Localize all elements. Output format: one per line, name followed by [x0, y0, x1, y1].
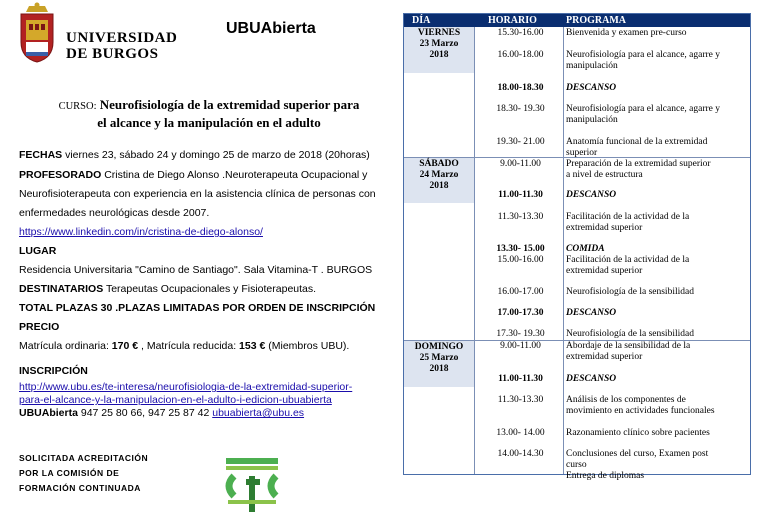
- matricula-pre: Matrícula ordinaria:: [19, 340, 112, 352]
- program-line: Abordaje de la sensibilidad de la: [566, 341, 691, 351]
- time-cell: 18.30- 19.30: [496, 104, 545, 114]
- brand-title: UBUAbierta: [226, 20, 316, 37]
- time-cell: 14.00-14.30: [497, 449, 544, 459]
- course-title: [20, 97, 398, 131]
- university-line2: DE BURGOS: [66, 46, 159, 62]
- program-line: Anatomía funcional de la extremidad: [566, 137, 708, 147]
- lugar-label: LUGAR: [19, 245, 57, 257]
- day-cell: [404, 342, 474, 375]
- program-line: movimiento en actividades funcionales: [566, 406, 715, 416]
- profesorado-label: PROFESORADO: [19, 169, 102, 181]
- program-cell: Razonamiento clínico sobre pacientes: [566, 428, 710, 438]
- linkedin-link[interactable]: https://www.linkedin.com/in/cristina-de-diego-alonso/: [19, 226, 263, 238]
- destinatarios-value: Terapeutas Ocupacionales y Fisioterapeutas.: [105, 283, 317, 295]
- course-title-line2: el alcance y la manipulación en el adulto: [97, 115, 321, 130]
- program-line: superior: [566, 148, 598, 158]
- matricula-post: (Miembros UBU).: [265, 340, 350, 352]
- time-cell: 15.00-16.00: [497, 255, 544, 265]
- time-cell: 16.00-18.00: [497, 50, 544, 60]
- program-cell: [566, 395, 749, 417]
- day-name: VIERNES: [417, 28, 461, 38]
- time-cell: 11.00-11.30: [498, 374, 543, 384]
- program-cell: [566, 255, 749, 277]
- time-cell: 11.00-11.30: [498, 190, 543, 200]
- program-line: Neurofisiología para el alcance, agarre y: [566, 50, 721, 60]
- time-cell: 18.00-18.30: [497, 83, 544, 93]
- accreditation-line2: POR LA COMISIÓN DE: [19, 468, 120, 478]
- program-line: Análisis de los componentes de: [566, 395, 686, 405]
- program-line: Facilitación de la actividad de la: [566, 255, 690, 265]
- course-title-line1: Neurofisiología de la extremidad superior para: [99, 97, 360, 112]
- column-divider: [563, 27, 564, 474]
- lugar-value: Residencia Universitaria "Camino de Santiago". Sala Vitamina-T . BURGOS: [19, 264, 373, 276]
- time-cell: 9.00-11.00: [500, 159, 541, 169]
- program-cell: [566, 50, 749, 72]
- time-cell: 9.00-11.00: [500, 341, 541, 351]
- program-cell: Neurofisiología de la sensibilidad: [566, 329, 694, 339]
- program-line: Bienvenida y examen pre-curso: [566, 28, 687, 38]
- program-cell: [566, 159, 749, 181]
- program-line: manipulación: [566, 61, 618, 71]
- day-year: 2018: [429, 50, 449, 60]
- program-line: Neurofisiología para el alcance, agarre y: [566, 104, 721, 114]
- time-cell: 13.00- 14.00: [496, 428, 545, 438]
- profesorado-value-2: Neurofisioterapeuta con experiencia en la asistencia clínica de personas con: [19, 188, 376, 200]
- fechas-value: viernes 23, sábado 24 y domingo 25 de marzo de 2018 (20horas): [65, 149, 370, 161]
- schedule-table: [403, 13, 751, 481]
- program-line: Conclusiones del curso, Examen post: [566, 449, 709, 459]
- day-year: 2018: [429, 181, 449, 191]
- plazas-label: TOTAL PLAZAS: [19, 302, 98, 314]
- accreditation-note: [19, 451, 148, 496]
- accreditation-line1: SOLICITADA ACREDITACIÓN: [19, 453, 149, 463]
- time-cell: 16.00-17.00: [497, 287, 544, 297]
- time-cell: 15.30-16.00: [497, 28, 544, 38]
- cfc-logo-icon: [220, 452, 284, 518]
- program-line: Preparación de la extremidad superior: [566, 159, 711, 169]
- table-header: [404, 14, 750, 27]
- course-info: [19, 149, 395, 420]
- inscripcion-link-2[interactable]: para-el-alcance-y-la-manipulacion-en-el-adulto-i-edicion-ubuabierta: [19, 394, 332, 406]
- time-cell: 17.00-17.30: [497, 308, 544, 318]
- day-cell: [404, 28, 474, 61]
- program-line: Facilitación de la actividad de la: [566, 212, 690, 222]
- plazas-value: 30 .PLAZAS LIMITADAS POR ORDEN DE INSCRIPCIÓN: [100, 302, 376, 314]
- program-line: extremidad superior: [566, 266, 643, 276]
- inscripcion-link-1[interactable]: http://www.ubu.es/te-interesa/neurofisiologia-de-la-extremidad-superior-: [19, 381, 353, 393]
- program-cell: Neurofisiología de la sensibilidad: [566, 287, 694, 297]
- program-cell: DESCANSO: [566, 83, 617, 93]
- day-name: SÁBADO: [419, 159, 459, 169]
- header-programa: PROGRAMA: [566, 15, 626, 26]
- university-crest-icon: [15, 2, 59, 64]
- header-horario: HORARIO: [488, 15, 537, 26]
- fechas-label: FECHAS: [19, 149, 63, 161]
- program-line: curso: [566, 460, 587, 470]
- inscripcion-label: INSCRIPCIÓN: [19, 365, 88, 377]
- time-cell: 19.30- 21.00: [496, 137, 545, 147]
- university-name: [66, 30, 177, 62]
- program-cell: DESCANSO: [566, 374, 617, 384]
- program-cell: [566, 104, 749, 126]
- day-date: 23 Marzo: [419, 39, 459, 49]
- program-cell: COMIDA: [566, 244, 605, 254]
- matricula-ordinaria: 170 €: [111, 340, 139, 352]
- time-cell: 17.30- 19.30: [496, 329, 545, 339]
- course-prefix: CURSO:: [58, 101, 97, 112]
- destinatarios-label: DESTINATARIOS: [19, 283, 104, 295]
- profesorado-value-1: Cristina de Diego Alonso .Neuroterapeuta Ocupacional y: [104, 169, 368, 181]
- program-cell: [566, 212, 749, 234]
- contact-brand: UBUAbierta: [19, 407, 78, 419]
- time-cell: 13.30- 15.00: [496, 244, 545, 254]
- program-line: Entrega de diplomas: [566, 471, 645, 481]
- header-dia: DÍA: [412, 15, 431, 26]
- precio-label: PRECIO: [19, 321, 60, 333]
- program-line: extremidad superior: [566, 352, 643, 362]
- program-line: manipulación: [566, 115, 618, 125]
- accreditation-line3: FORMACIÓN CONTINUADA: [19, 483, 141, 493]
- day-year: 2018: [429, 364, 449, 374]
- program-line: extremidad superior: [566, 223, 643, 233]
- contact-phones: 947 25 80 66, 947 25 87 42: [77, 407, 213, 419]
- program-cell: DESCANSO: [566, 190, 617, 200]
- day-date: 25 Marzo: [419, 353, 459, 363]
- program-line: a nivel de estructura: [566, 170, 643, 180]
- matricula-mid: , Matrícula reducida:: [138, 340, 240, 352]
- day-date: 24 Marzo: [419, 170, 459, 180]
- program-cell: DESCANSO: [566, 308, 617, 318]
- day-cell: [404, 159, 474, 192]
- contact-email-link[interactable]: ubuabierta@ubu.es: [212, 407, 305, 419]
- program-cell: [566, 137, 749, 159]
- time-cell: 11.30-13.30: [497, 395, 544, 405]
- program-cell: [566, 341, 749, 363]
- matricula-reducida: 153 €: [239, 340, 266, 352]
- time-cell: 11.30-13.30: [497, 212, 544, 222]
- program-cell: [566, 28, 749, 39]
- university-line1: UNIVERSIDAD: [66, 30, 178, 46]
- day-name: DOMINGO: [414, 342, 464, 352]
- profesorado-value-3: enfermedades neurológicas desde 2007.: [19, 207, 210, 219]
- column-divider: [474, 27, 475, 474]
- program-cell: [566, 449, 749, 482]
